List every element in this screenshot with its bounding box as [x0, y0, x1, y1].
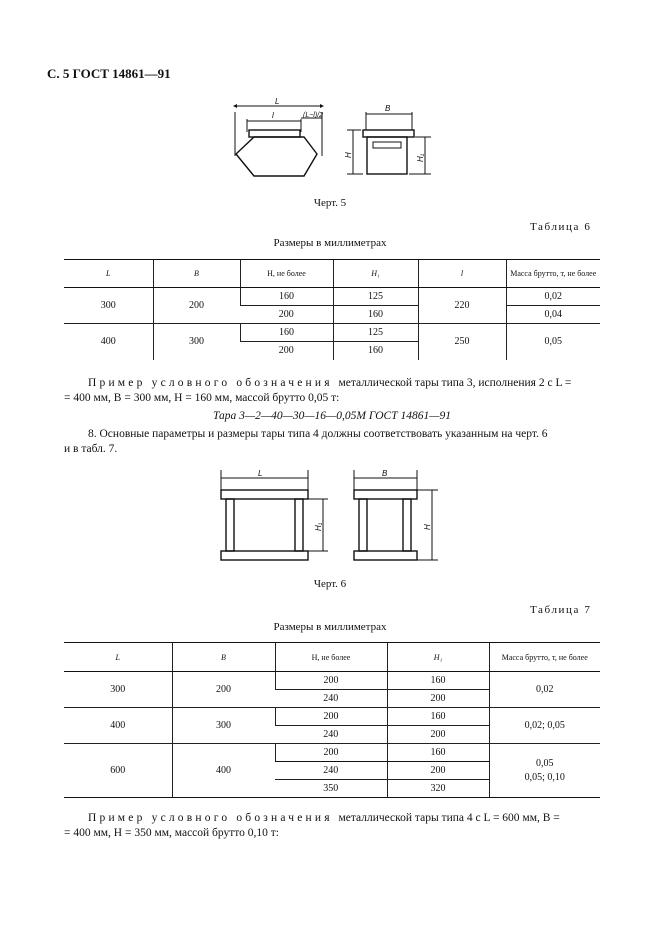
dim-H-label: H: [344, 152, 353, 158]
table-cell: 125: [333, 324, 418, 342]
table-7-header-H: H, не более: [275, 643, 387, 672]
table-cell: 200: [275, 672, 387, 690]
table-cell: 200: [387, 762, 489, 780]
table-cell: 240: [275, 762, 387, 780]
example-3-line-1: [88, 376, 608, 391]
table-cell: 200: [387, 690, 489, 708]
dim-L-label: L: [258, 469, 263, 478]
table-cell: 200: [275, 708, 387, 726]
table-cell: 400: [172, 744, 275, 798]
table-6-header-l: l: [418, 260, 506, 288]
example-3-designation: Тара 3—2—40—30—16—0,05М ГОСТ 14861—91: [213, 410, 451, 422]
page-header: С. 5 ГОСТ 14861—91: [47, 66, 171, 81]
table-cell: 200: [172, 672, 275, 708]
table-6-label: Таблица 6: [530, 221, 592, 233]
table-cell: 400: [64, 708, 172, 744]
table-6-header-mass: Масса брутто, т, не более: [506, 260, 600, 288]
table-cell: 125: [333, 288, 418, 306]
dim-H1-label: H₁: [314, 522, 323, 531]
table-cell: 250: [418, 324, 506, 360]
dim-H1-label: H₁: [416, 153, 425, 162]
table-cell: 220: [418, 288, 506, 324]
table-cell: 160: [240, 288, 333, 306]
table-cell: 0,02: [489, 672, 600, 708]
paragraph-8-line-2: и в табл. 7.: [64, 443, 118, 455]
table-cell: 0,02; 0,05: [489, 708, 600, 744]
table-cell: 0,04: [506, 306, 600, 324]
table-cell: 600: [64, 744, 172, 798]
example-3-line-2: = 400 мм, B = 300 мм, H = 160 мм, массой брутто 0,05 т:: [64, 392, 340, 404]
table-6-subtitle: Размеры в миллиметрах: [273, 237, 387, 249]
table-cell: 160: [240, 324, 333, 342]
table-6-header-H: H, не более: [240, 260, 333, 288]
table-7-label: Таблица 7: [530, 604, 592, 616]
table-cell: 0,02: [506, 288, 600, 306]
dim-L-label: L: [275, 98, 280, 106]
table-cell: 200: [278, 345, 294, 357]
table-cell: 320: [387, 780, 489, 798]
example-3-text: металлической тары типа 3, исполнения 2 с L =: [338, 377, 572, 389]
dim-l-diff-label: (L−l)/2: [303, 112, 324, 119]
table-cell: 300: [172, 708, 275, 744]
table-cell: 200: [240, 306, 333, 324]
table-cell: 0,05 0,05; 0,10: [489, 744, 600, 798]
table-7-header-H1: H₁: [387, 643, 489, 672]
table-6-header-B: B: [153, 260, 240, 288]
drawing-6: [212, 466, 452, 574]
table-cell: 240: [275, 690, 387, 708]
example-3-lead: Пример условного обозначения: [88, 377, 333, 389]
table-cell: 200: [153, 288, 240, 324]
table-cell: 160: [387, 708, 489, 726]
table-7-header-L: L: [64, 643, 172, 672]
table-7-header-B: B: [172, 643, 275, 672]
table-cell: 160: [333, 306, 418, 324]
table-cell: 400: [100, 336, 116, 348]
table-cell: 300: [64, 672, 172, 708]
drawing-5: [225, 98, 440, 190]
table-cell: 300: [64, 288, 153, 324]
paragraph-8-line-1: 8. Основные параметры и размеры тары типа 4 должны соответствовать указанным на черт. 6: [88, 428, 548, 440]
example-4-text: металлической тары типа 4 с L = 600 мм, B =: [338, 812, 560, 824]
table-7-header-mass: Масса брутто, т, не более: [489, 643, 600, 672]
table-6-header-H1: H₁: [333, 260, 418, 288]
drawing-6-caption: Черт. 6: [313, 578, 347, 590]
table-cell: 240: [275, 726, 387, 744]
table-6-header-L: L: [64, 260, 153, 288]
table-7: [64, 642, 600, 798]
table-cell: 160: [387, 672, 489, 690]
table-cell: 160: [333, 342, 418, 360]
drawing-5-caption: Черт. 5: [313, 197, 347, 209]
table-7-subtitle: Размеры в миллиметрах: [273, 621, 387, 633]
dim-B-label: B: [382, 469, 388, 478]
dim-B-label: B: [385, 104, 391, 113]
table-cell: 0,05: [506, 324, 600, 360]
table-cell: 200: [387, 726, 489, 744]
table-cell: 160: [387, 744, 489, 762]
example-4-line-2: = 400 мм, H = 350 мм, массой брутто 0,10 т:: [64, 827, 279, 839]
example-4-lead: Пример условного обозначения: [88, 812, 333, 824]
table-cell: 300: [153, 324, 240, 360]
table-6: [64, 259, 600, 360]
example-4-line-1: [88, 811, 608, 826]
dim-l-label: l: [272, 111, 274, 120]
dim-H-label: H: [423, 524, 432, 530]
table-cell: 350: [275, 780, 387, 798]
table-cell: 200: [275, 744, 387, 762]
